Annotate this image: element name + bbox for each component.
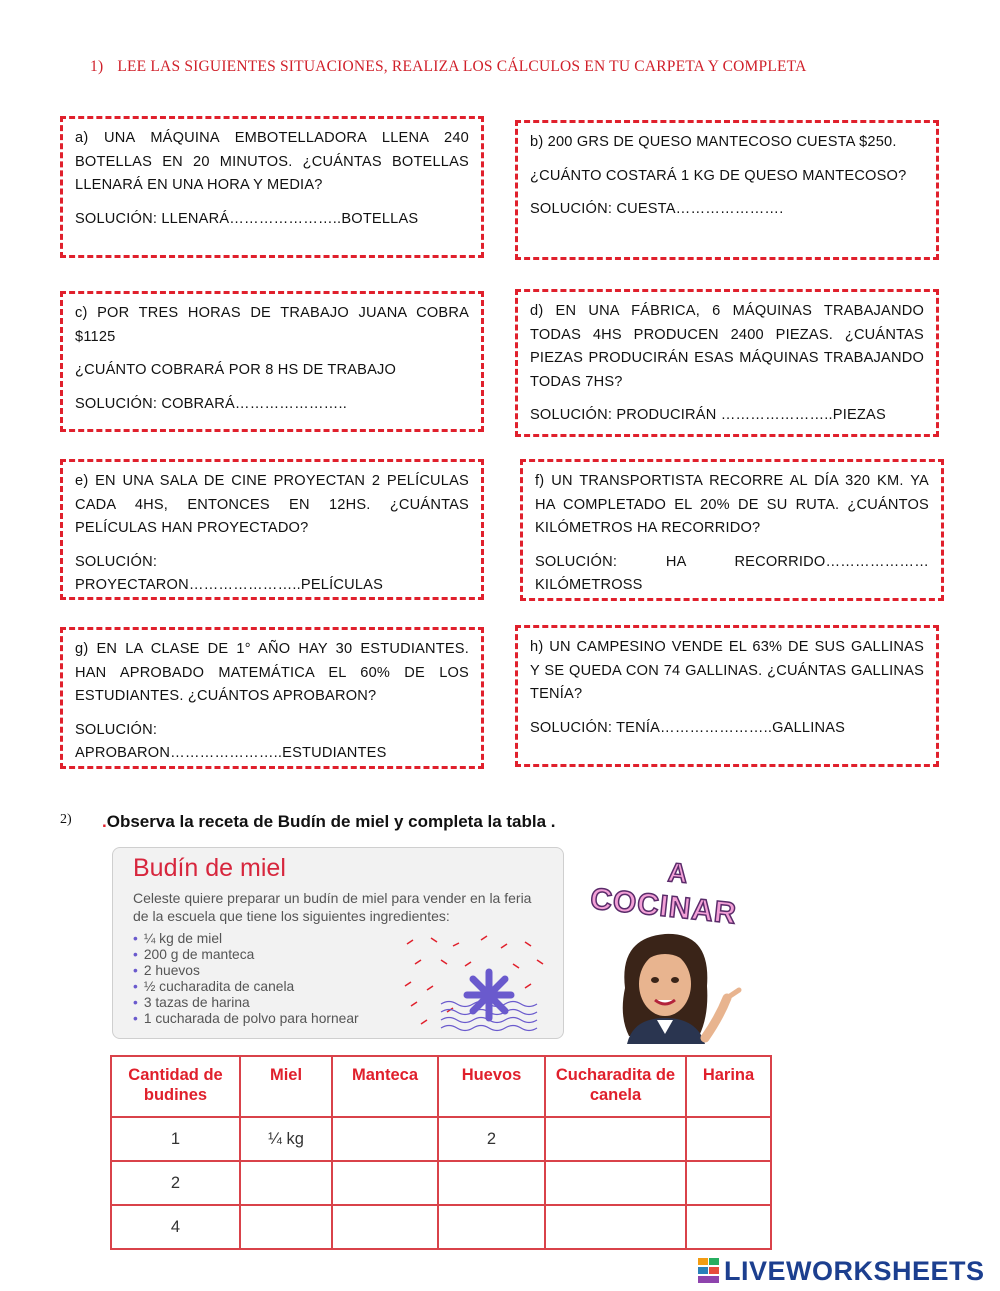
table-header-row	[111, 1056, 771, 1117]
problem-c-solution: SOLUCIÓN: COBRARÁ…………………..	[75, 395, 347, 412]
problem-box-d	[515, 289, 939, 437]
problem-b-solution: SOLUCIÓN: CUESTA………………….	[530, 201, 784, 217]
ingredient-item: • 2 huevos	[133, 963, 543, 979]
answer-blank[interactable]: …………………..	[229, 210, 342, 227]
header-canela: Cucharadita de canela	[545, 1056, 686, 1117]
sticker-title-line-2: COCINAR	[588, 882, 739, 931]
problem-h-text: h) UN CAMPESINO VENDE EL 63% DE SUS GALLINAS Y SE QUEDA CON 74 GALLINAS. ¿CUÁNTAS GALLINAS TENÍA?	[530, 639, 924, 702]
cell-huevos[interactable]	[438, 1205, 545, 1249]
problem-box-e	[60, 459, 484, 600]
problem-box-f	[520, 459, 944, 601]
header-miel: Miel	[240, 1056, 332, 1117]
cell-canela[interactable]	[545, 1117, 686, 1161]
cell-miel: ¼ kg	[240, 1117, 332, 1161]
answer-blank[interactable]: …………………..	[720, 407, 833, 423]
ingredient-item: • ¼ kg de miel	[133, 931, 543, 947]
header-manteca: Manteca	[332, 1056, 438, 1117]
cell-miel[interactable]	[240, 1205, 332, 1249]
liveworksheets-logo: LIVEWORKSHEETS	[698, 1256, 985, 1287]
problem-e-text: e) EN UNA SALA DE CINE PROYECTAN 2 PELÍCULAS CADA 4HS, ENTONCES EN 12HS. ¿CUÁNTAS PELÍCULAS HAN PROYECTADO?	[75, 473, 469, 536]
header-harina: Harina	[686, 1056, 771, 1117]
answer-blank[interactable]: …………………..	[188, 577, 301, 593]
problem-box-g	[60, 627, 484, 769]
problem-box-c	[60, 291, 484, 432]
header-huevos: Huevos	[438, 1056, 545, 1117]
answer-blank[interactable]: …………………..	[234, 395, 347, 412]
chef-avatar-icon	[605, 928, 755, 1044]
problem-f-text: f) UN TRANSPORTISTA RECORRE AL DÍA 320 KM. YA HA COMPLETADO EL 20% DE SU RUTA. ¿CUÁNTOS KILÓMETROS HA RECORRIDO?	[535, 473, 929, 536]
cell-harina[interactable]	[686, 1117, 771, 1161]
cell-manteca[interactable]	[332, 1117, 438, 1161]
problem-box-a	[60, 116, 484, 258]
problem-g-solution: SOLUCIÓN: APROBARON…………………..ESTUDIANTES	[75, 721, 387, 761]
cell-miel[interactable]	[240, 1161, 332, 1205]
cell-huevos[interactable]	[438, 1161, 545, 1205]
ingredient-item: • 3 tazas de harina	[133, 995, 543, 1011]
problem-c-line-1: c) POR TRES HORAS DE TRABAJO JUANA COBRA $1125	[75, 305, 469, 345]
recipe-title: Budín de miel	[133, 854, 286, 882]
problem-b-line-2: ¿CUÁNTO COSTARÁ 1 KG DE QUESO MANTECOSO?	[530, 167, 907, 184]
problem-d-solution: SOLUCIÓN: PRODUCIRÁN …………………..PIEZAS	[530, 407, 886, 423]
problem-a-text: a) UNA MÁQUINA EMBOTELLADORA LLENA 240 BOTELLAS EN 20 MINUTOS. ¿CUÁNTAS BOTELLAS LLENARÁ EN UNA HORA Y MEDIA?	[75, 130, 469, 193]
answer-blank[interactable]: …………………..	[660, 719, 773, 736]
table-row	[111, 1205, 771, 1249]
problem-b-line-1: b) 200 GRS DE QUESO MANTECOSO CUESTA $250.	[530, 134, 897, 150]
answer-blank[interactable]: ………………….	[675, 201, 784, 217]
cell-cantidad: 4	[111, 1205, 240, 1249]
problem-h-solution: SOLUCIÓN: TENÍA…………………..GALLINAS	[530, 719, 846, 736]
section-1-number: 1)	[90, 58, 104, 75]
recipe-table	[110, 1055, 772, 1250]
recipe-intro: Celeste quiere preparar un budín de miel para vender en la feria de la escuela que tiene los siguientes ingredientes:	[133, 890, 532, 924]
table-row	[111, 1117, 771, 1161]
problem-a-solution: SOLUCIÓN: LLENARÁ…………………..BOTELLAS	[75, 210, 419, 227]
cell-harina[interactable]	[686, 1161, 771, 1205]
ingredient-item: • 200 g de manteca	[133, 947, 543, 963]
problem-e-solution: SOLUCIÓN: PROYECTARON…………………..PELÍCULAS	[75, 553, 384, 593]
problem-box-b	[515, 120, 939, 260]
problem-c-line-2: ¿CUÁNTO COBRARÁ POR 8 HS DE TRABAJO	[75, 362, 397, 378]
cell-manteca[interactable]	[332, 1205, 438, 1249]
problem-box-h	[515, 625, 939, 767]
cell-huevos: 2	[438, 1117, 545, 1161]
problem-d-text: d) EN UNA FÁBRICA, 6 MÁQUINAS TRABAJANDO TODAS 4HS PRODUCEN 2400 PIEZAS. ¿CUÁNTAS PIEZAS PRODUCIRÁN ESAS MÁQUINAS TRABAJANDO TODAS 7HS?	[530, 303, 924, 390]
section-2-title: .Observa la receta de Budín de miel y completa la tabla .	[102, 812, 556, 831]
ingredient-item: • 1 cucharada de polvo para hornear	[133, 1011, 543, 1027]
header-cantidad: Cantidad de budines	[111, 1056, 240, 1117]
cell-manteca[interactable]	[332, 1161, 438, 1205]
honey-decoration-icon	[401, 934, 551, 1034]
answer-blank[interactable]: …………………..	[170, 745, 283, 761]
recipe-card	[112, 847, 564, 1039]
cell-cantidad: 2	[111, 1161, 240, 1205]
cell-canela[interactable]	[545, 1205, 686, 1249]
section-1-instruction: LEE LAS SIGUIENTES SITUACIONES, REALIZA LOS CÁLCULOS EN TU CARPETA Y COMPLETA	[117, 58, 807, 75]
liveworksheets-logo-icon	[698, 1258, 720, 1284]
cell-cantidad: 1	[111, 1117, 240, 1161]
answer-blank[interactable]: …………………	[825, 553, 929, 570]
cell-canela[interactable]	[545, 1161, 686, 1205]
problem-g-text: g) EN LA CLASE DE 1° AÑO HAY 30 ESTUDIANTES. HAN APROBADO MATEMÁTICA EL 60% DE LOS ESTUDIANTES. ¿CUÁNTOS APROBARON?	[75, 641, 469, 704]
section-2-number: 2)	[60, 812, 72, 827]
sticker-title-line-1: A	[666, 857, 689, 889]
table-row	[111, 1161, 771, 1205]
ingredient-item: • ½ cucharadita de canela	[133, 979, 543, 995]
cell-harina[interactable]	[686, 1205, 771, 1249]
problem-f-solution: SOLUCIÓN: HA RECORRIDO…………………KILÓMETROSS	[535, 553, 929, 593]
section-1-title	[90, 58, 940, 76]
